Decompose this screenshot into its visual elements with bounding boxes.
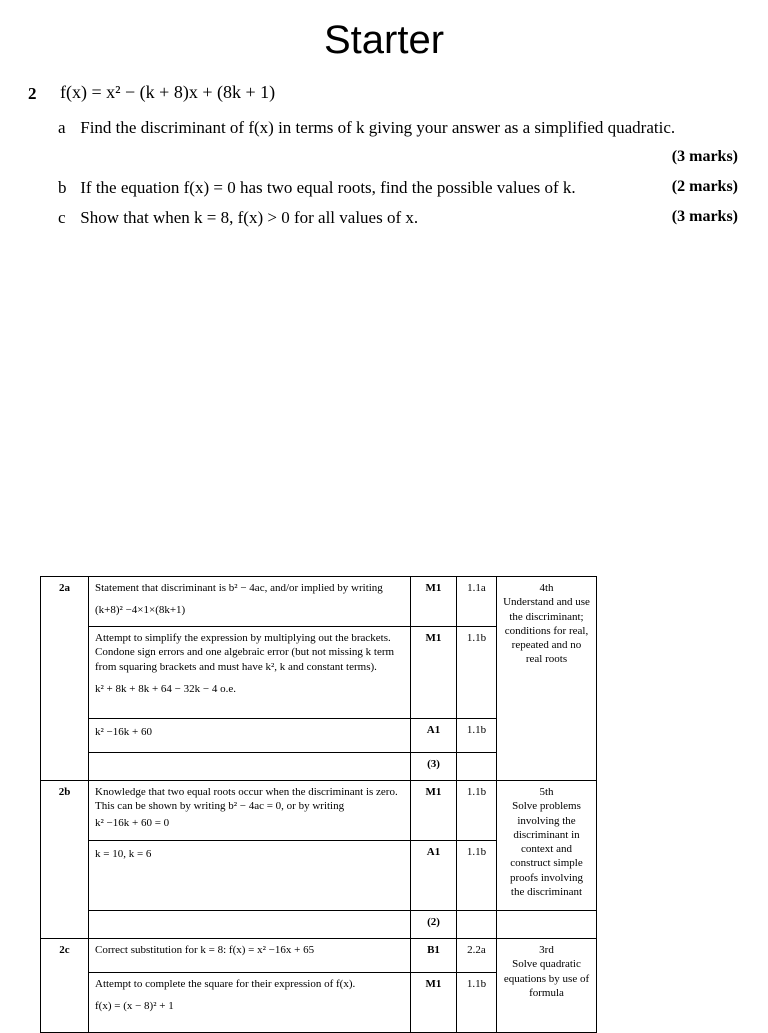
ao-cell: 1.1b (457, 719, 497, 753)
table-row (41, 781, 597, 841)
scheme-expression: k² −16k + 60 (95, 726, 152, 738)
ao-cell: 2.2a (457, 939, 497, 973)
question-function: f(x) = x² − (k + 8)x + (8k + 1) (60, 82, 276, 102)
ao-cell (457, 911, 497, 939)
scheme-text: Statement that discriminant is b² − 4ac, and/or implied by writing (95, 582, 383, 594)
scheme-expression: k² −16k + 60 = 0 (95, 816, 170, 829)
part-label: b (58, 178, 67, 197)
mark-cell: A1 (411, 841, 457, 911)
part-label: a (58, 118, 66, 137)
scheme-cell (89, 753, 411, 781)
skill-text: Solve problems involving the discriminant in context and construct simple proofs involving the discriminant (509, 800, 584, 899)
slide-title: Starter (323, 18, 445, 62)
question-id-cell: 2a (41, 577, 89, 781)
mark-cell: M1 (411, 781, 457, 841)
mark-cell: B1 (411, 939, 457, 973)
part-text: If the equation f(x) = 0 has two equal roots, find the possible values of k. (80, 178, 576, 197)
scheme-cell (89, 627, 411, 719)
ao-cell: 1.1b (457, 973, 497, 1033)
question-number: 2 (28, 84, 37, 103)
scheme-cell (89, 781, 411, 841)
scheme-cell (89, 911, 411, 939)
skill-text: Solve quadratic equations by use of formula (503, 958, 590, 999)
skill-cell (497, 911, 597, 939)
ao-cell: 1.1b (457, 627, 497, 719)
scheme-text: Attempt to complete the square for their expression of f(x). (95, 978, 356, 990)
part-c-marks: (3 marks) (671, 208, 738, 225)
scheme-expression: (k+8)² −4×1×(8k+1) (95, 604, 186, 617)
mark-total-cell: (2) (411, 911, 457, 939)
markscheme-table (40, 576, 597, 1033)
mark-total-cell: (3) (411, 753, 457, 781)
part-b-marks: (2 marks) (671, 178, 738, 195)
table-row (41, 577, 597, 627)
question-part-b (58, 178, 738, 198)
scheme-cell (89, 577, 411, 627)
skill-level: 5th (539, 786, 554, 798)
part-text: Find the discriminant of f(x) in terms of k giving your answer as a simplified quadratic. (80, 118, 676, 137)
scheme-cell (89, 939, 411, 973)
skill-cell (497, 781, 597, 911)
ao-cell: 1.1b (457, 841, 497, 911)
question-part-c (58, 208, 738, 228)
part-label: c (58, 208, 66, 227)
scheme-text: Attempt to simplify the expression by multiplying out the brackets. Condone sign errors and one algebraic error (but not missing k term from squaring brackets and must have k², k and constant terms). (95, 632, 395, 673)
ao-cell: 1.1b (457, 781, 497, 841)
skill-cell (497, 939, 597, 1033)
ao-cell (457, 753, 497, 781)
question-part-a (58, 118, 738, 138)
skill-level: 3rd (539, 944, 554, 956)
scheme-cell (89, 841, 411, 911)
scheme-expression: f(x) = (x − 8)² + 1 (95, 1000, 174, 1013)
scheme-expression: f(x) = x² −16x + 65 (228, 944, 315, 956)
mark-cell: M1 (411, 577, 457, 627)
table-row (41, 939, 597, 973)
ao-cell: 1.1a (457, 577, 497, 627)
table-row (41, 911, 597, 939)
skill-level: 4th (539, 582, 554, 594)
scheme-text: Correct substitution for k = 8: (95, 944, 227, 956)
skill-cell (497, 577, 597, 781)
question-id-cell: 2b (41, 781, 89, 939)
part-text: Show that when k = 8, f(x) > 0 for all values of x. (80, 208, 419, 227)
skill-text: Understand and use the discriminant; conditions for real, repeated and no real roots (503, 596, 590, 666)
mark-cell: M1 (411, 627, 457, 719)
scheme-expression: k² + 8k + 8k + 64 − 32k − 4 o.e. (95, 682, 236, 695)
scheme-expression: k = 10, k = 6 (95, 848, 152, 860)
part-a-marks: (3 marks) (671, 148, 738, 165)
scheme-text: Knowledge that two equal roots occur when the discriminant is zero. This can be shown by writing b² − 4ac = 0, or by writing (95, 786, 398, 813)
mark-cell: M1 (411, 973, 457, 1033)
question-id-cell: 2c (41, 939, 89, 1033)
scheme-cell (89, 719, 411, 753)
mark-cell: A1 (411, 719, 457, 753)
